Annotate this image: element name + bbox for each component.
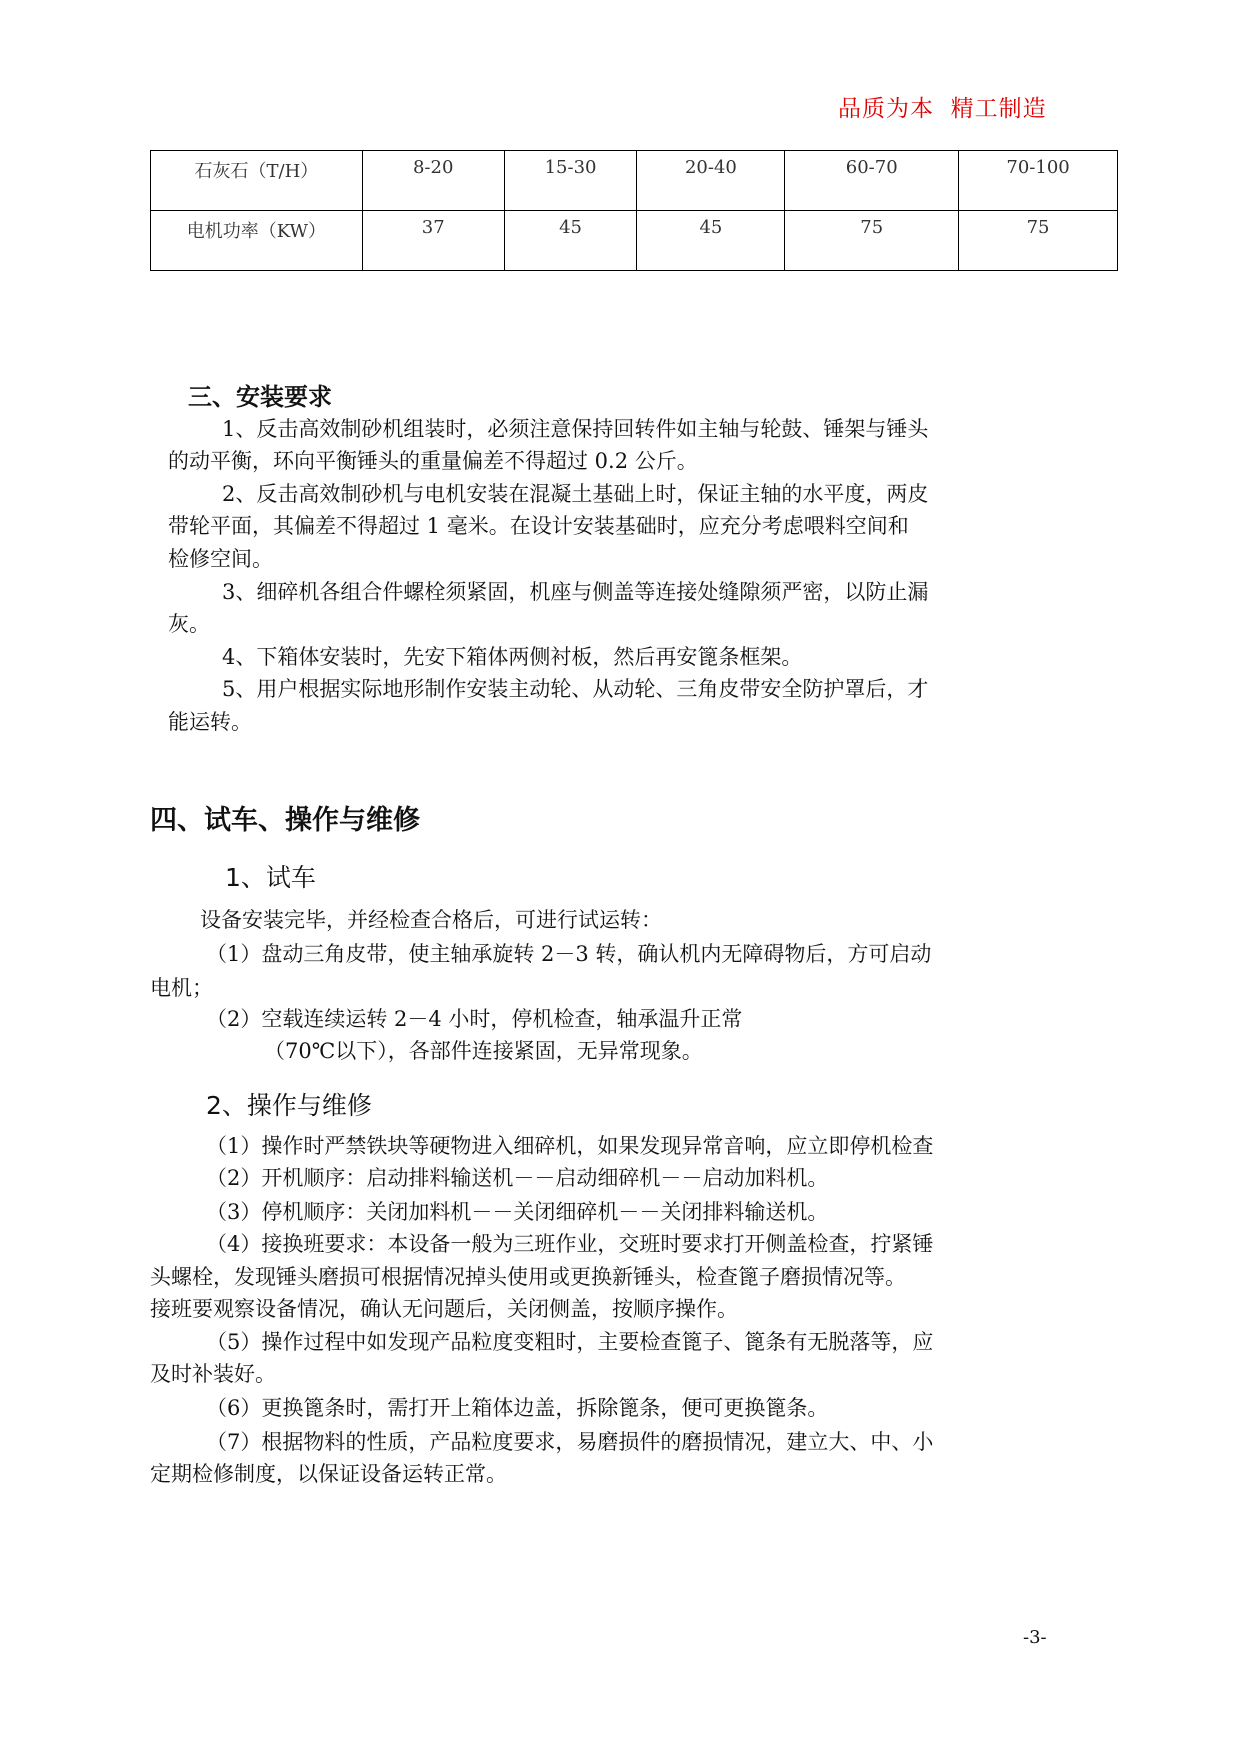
table-cell: 75: [959, 211, 1118, 271]
section3-line: 灰。: [168, 612, 210, 636]
section3-line: 的动平衡，环向平衡锤头的重量偏差不得超过 0.2 公斤。: [168, 449, 698, 473]
table-cell: 70-100: [959, 151, 1118, 211]
table-row: [151, 211, 1118, 271]
section3-line: 检修空间。: [168, 547, 273, 571]
section3-line: 2、反击高效制砂机与电机安装在混凝土基础上时，保证主轴的水平度，两皮: [222, 482, 929, 506]
subsection-trial-title: 1、试车: [225, 863, 316, 892]
table-cell: 45: [637, 211, 785, 271]
row-label: 石灰石（T/H）: [151, 151, 363, 211]
spec-table: [150, 150, 1118, 271]
table-cell: 15-30: [504, 151, 637, 211]
slogan: 品质为本 精工制造: [838, 96, 1047, 122]
table-cell: 45: [504, 211, 637, 271]
operation-line: （7）根据物料的性质，产品粒度要求，易磨损件的磨损情况，建立大、中、小: [206, 1430, 934, 1454]
section3-title: 三、安装要求: [188, 383, 332, 411]
operation-line: 接班要观察设备情况，确认无问题后，关闭侧盖，按顺序操作。: [150, 1297, 738, 1321]
table-cell: 60-70: [785, 151, 959, 211]
table-cell: 37: [362, 211, 504, 271]
row-label: 电机功率（KW）: [151, 211, 363, 271]
table-cell: 8-20: [362, 151, 504, 211]
trial-line: （2）空载连续运转 2－4 小时，停机检查，轴承温升正常: [206, 1007, 743, 1031]
operation-line: （6）更换篦条时，需打开上箱体边盖，拆除篦条，便可更换篦条。: [206, 1396, 829, 1420]
trial-line: （1）盘动三角皮带，使主轴承旋转 2－3 转，确认机内无障碍物后，方可启动: [206, 942, 932, 966]
operation-line: （1）操作时严禁铁块等硬物进入细碎机，如果发现异常音响，应立即停机检查: [206, 1134, 934, 1158]
operation-line: 头螺栓，发现锤头磨损可根据情况掉头使用或更换新锤头，检查篦子磨损情况等。: [150, 1265, 906, 1289]
section4-title: 四、试车、操作与维修: [150, 805, 420, 836]
operation-line: （3）停机顺序：关闭加料机－－关闭细碎机－－关闭排料输送机。: [206, 1200, 829, 1224]
operation-line: （2）开机顺序：启动排料输送机－－启动细碎机－－启动加料机。: [206, 1166, 829, 1190]
operation-line: （5）操作过程中如发现产品粒度变粗时，主要检查篦子、篦条有无脱落等，应: [206, 1330, 934, 1354]
section3-line: 能运转。: [168, 710, 252, 734]
section3-line: 5、用户根据实际地形制作安装主动轮、从动轮、三角皮带安全防护罩后，才: [222, 677, 929, 701]
operation-line: 及时补装好。: [150, 1362, 276, 1386]
table-cell: 20-40: [637, 151, 785, 211]
operation-line: （4）接换班要求：本设备一般为三班作业，交班时要求打开侧盖检查，拧紧锤: [206, 1232, 934, 1256]
page-number: -3-: [1023, 1627, 1047, 1648]
section3-line: 1、反击高效制砂机组装时，必须注意保持回转件如主轴与轮鼓、锤架与锤头: [222, 417, 929, 441]
operation-line: 定期检修制度，以保证设备运转正常。: [150, 1462, 507, 1486]
table-row: [151, 151, 1118, 211]
subsection-operation-title: 2、操作与维修: [206, 1091, 372, 1120]
section3-line: 3、细碎机各组合件螺栓须紧固，机座与侧盖等连接处缝隙须严密，以防止漏: [222, 580, 929, 604]
trial-line: 电机；: [150, 976, 213, 1000]
section3-line: 4、下箱体安装时，先安下箱体两侧衬板，然后再安篦条框架。: [222, 645, 803, 669]
section3-line: 带轮平面，其偏差不得超过 1 毫米。在设计安装基础时，应充分考虑喂料空间和: [168, 514, 909, 538]
trial-line: 设备安装完毕，并经检查合格后，可进行试运转：: [200, 908, 662, 932]
table-cell: 75: [785, 211, 959, 271]
trial-line: （70℃以下），各部件连接紧固，无异常现象。: [264, 1039, 703, 1063]
